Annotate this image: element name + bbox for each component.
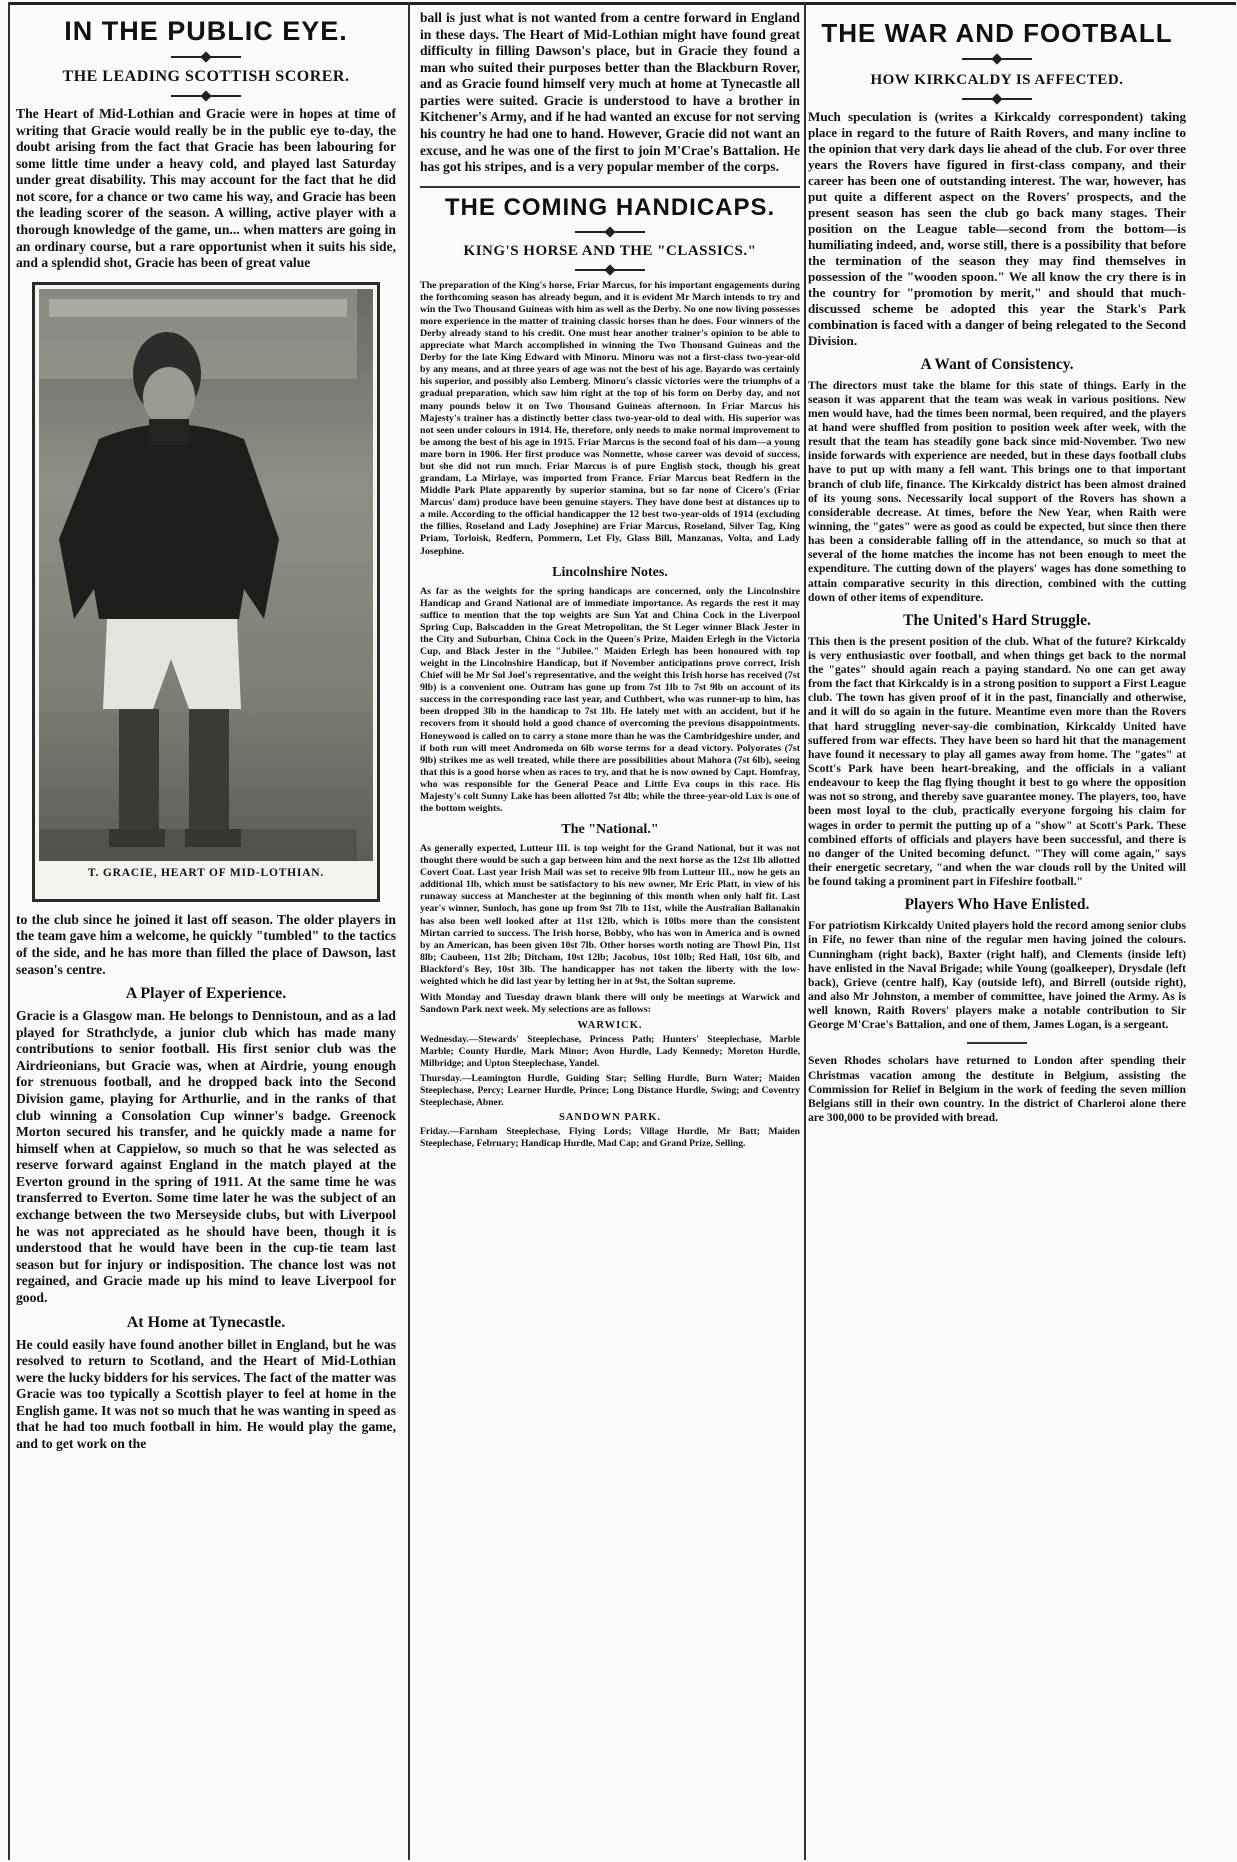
footballer-figure-illustration (39, 289, 357, 861)
ornament-divider (171, 56, 241, 58)
subheadline-kings-horse: KING'S HORSE AND THE "CLASSICS." (463, 242, 757, 259)
selections-list: Friday.—Farnham Steeplechase, Flying Lords; Village Hurdle, Mr Batt; Maiden Steeplechase, February; Handicap Hurdle, Mad Cap; and Grand Prize, Selling. (420, 1126, 800, 1150)
player-photo (32, 282, 380, 902)
crosshead-national: The "National." (561, 822, 659, 838)
headline-coming-handicaps: THE COMING HANDICAPS. (444, 193, 776, 221)
crosshead-lincolnshire: Lincolnshire Notes. (552, 564, 668, 580)
meeting-heading-warwick: WARWICK. (577, 1020, 643, 1032)
meeting-heading-sandown: SANDOWN PARK. (558, 1112, 662, 1124)
article-paragraph: to the club since he joined it last off season. The older players in the team gave him a welcome, he quickly "tumbled" to the tactics of the side, and he has more than filled the place of Dawson, last season's centre. (16, 911, 396, 977)
column-coming-handicaps (420, 10, 800, 1855)
top-rule (8, 2, 1236, 5)
article-paragraph: Seven Rhodes scholars have returned to London after spending their Christmas vacation among the destitute in Belgium, assisting the Commission for Relief in Belgium in the work of feeding the seven million Belgians still in their own country. In the district of Charleroi alone there are 300,000 to be provided with bread. (808, 1054, 1186, 1124)
crosshead-enlisted: Players Who Have Enlisted. (904, 896, 1090, 914)
ornament-divider (962, 98, 1032, 100)
article-paragraph: With Monday and Tuesday drawn blank there will only be meetings at Warwick and Sandown Park next week. My selections are as follows: (420, 992, 800, 1016)
subheadline-kirkcaldy: HOW KIRKCALDY IS AFFECTED. (870, 72, 1124, 88)
column-public-eye (16, 10, 396, 1855)
column-rule-2 (804, 2, 806, 1860)
article-paragraph: Gracie is a Glasgow man. He belongs to Dennistoun, and as a lad played for Strathclyde, a junior club which has made many contributions to senior football. His first senior club was the Airdrieonians, but Gracie was, when at Airdrie, young enough for strenuous football, and he dropped back into the Second Division game, playing for Arthurlie, and in the ranks of that club winning a Consolation Cup winner's badge. Greenock Morton secured his transfer, and he quickly made a name for himself when at Cappielow, so much so that he was selected as reserve forward against England in the match played at the Everton ground in the spring of 1911. At the same time he was transferred to Everton. Some time later he was the subject of an exchange between the two Merseyside clubs, but with Liverpool he was not appreciated as he should have been, though it is understood that he would have been in the cup-tie team last season but for injury or indisposition. The chance lost was not regained, and Gracie made up his mind to leave Liverpool for good. (16, 1008, 396, 1305)
section-rule (420, 186, 800, 188)
photo-image (39, 289, 373, 861)
column-rule-1 (408, 2, 410, 1860)
ornament-divider (575, 269, 645, 271)
article-paragraph: Much speculation is (writes a Kirkcaldy correspondent) taking place in regard to the future of Raith Rovers, and many incline to the opinion that very dark days lie ahead of the club. For over three years the Rovers have figured in first-class company, and their career has been one of outstanding interest. The war, however, has put quite a different aspect on the Rovers' prospects, and the present season has seen the club go back many stages. Their position on the League table—second from the bottom—is humiliating indeed, and, worse still, there is a possibility that before the termination of the season they may find themselves in possession of the "wooden spoon." We all know the cry there is in the country for "promotion by merit," and should that much-discussed scheme be adopted this year the Stark's Park combination is faced with a danger of being relegated to the Second Division. (808, 109, 1186, 348)
subheadline-leading-scorer: THE LEADING SCOTTISH SCORER. (62, 68, 350, 85)
crosshead-consistency: A Want of Consistency. (920, 355, 1074, 373)
ornament-divider (575, 231, 645, 233)
ornament-divider (171, 95, 241, 97)
selections-list: Wednesday.—Stewards' Steeplechase, Princess Path; Hunters' Steeplechase, Marble Marble; County Hurdle, Mark Minor; Avon Hurdle, Lady Kennedy; Moreton Hurdle, Milbridge; and Upton Steeplechase, Yandel. (420, 1034, 800, 1069)
article-paragraph: This then is the present position of the club. What of the future? Kirkcaldy is very enthusiastic over football, and when things get back to the normal the "gates" should again reach a paying standard. No one can get away from the fact that Kirkcaldy is in a strong position to support a First League club. The town has given proof of it in the past, financially and otherwise, and it will do so again in the future. Meantime even more than the Rovers that hard struggling never-say-die combination, Kirkcaldy United have suffered from war effects. They have been so hard hit that the management have found it necessary to play all games away from home. The "gates" at Scott's Park have been heart-breaking, and the officials in a valiant endeavour to keep the flag flying thought it best to go where the opposition was not so strong, and thereby save guarantee money. The players, too, have been most loyal to the club, practically everyone forgoing his claim for wages in order to permit the putting up of a "show" at Scott's Park. These combined efforts of officials and players have been successful, and there is no danger of the United becoming defunct. "They will come again," says their energetic secretary, "and when the war clouds roll by the United will be found taking a prominent part in Fifeshire football." (808, 634, 1186, 889)
article-continuation: ball is just what is not wanted from a centre forward in England in these days. The Heart of Mid-Lothian might have found great difficulty in filling Dawson's place, but in Gracie they found a man who suited their purposes better than the Blackburn Rover, and as Gracie found himself very much at home at Tynecastle all parties were suited. Gracie is understood to have a brother in Kitchener's Army, and if he had wanted an excuse for not serving his country he had one to hand. However, Gracie did not want an excuse, and he was one of the first to join M'Crae's Battalion. He has got his stripes, and is a very popular member of the corps. (420, 10, 800, 175)
ornament-divider (962, 58, 1032, 60)
headline-public-eye: IN THE PUBLIC EYE. (64, 16, 348, 46)
article-paragraph: For patriotism Kirkcaldy United players hold the record among senior clubs in Fife, no fewer than nine of the regular men having joined the colours. Cunningham (right back), Baxter (right half), and Clements (inside left) have enlisted in the Naval Brigade; while Young (goalkeeper), Drysdale (left back), Grieve (centre half), Kay (outside left), and Birrell (outside right), and also Mr Johnston, a member of committee, have joined the Army. As is well known, Raith Rovers' players make a notable contribution to Sir George M'Crae's Battalion, and one of them, James Logan, is a sergeant. (808, 919, 1186, 1032)
headline-war-football: THE WAR AND FOOTBALL (821, 18, 1173, 48)
crosshead-united-struggle: The United's Hard Struggle. (903, 611, 1091, 629)
article-paragraph: The directors must take the blame for this state of things. Early in the season it was apparent that the team was weak in various positions. New men would have, had the times been normal, been required, and the players at hand were shuffled from position to position week after week, with the result that the team has steadily gone back since mid-November. Two new inside forwards with experience are needed, but in these days football clubs have to put up with many a fell want. This brings one to that important branch of club life, finance. The Kirkcaldy district has been almost drained of its young sons. Necessarily local support of the Rovers has shown a considerable decrease. At times, before the New Year, when Raith were winning, the "gates" were as good as could be expected, but since then there has been a considerable falling off in the attendance, so much so that at several of the home matches the income has not been enough to meet the expenditure. The cutting down of the players' wages has done something to attain comparative security in this direction, combined with the cutting down of other items of expenditure. (808, 378, 1186, 604)
crosshead-player-experience: A Player of Experience. (125, 985, 287, 1003)
article-paragraph: As generally expected, Lutteur III. is top weight for the Grand National, but it was not thought there would be such a gap between him and the next horse as the 12st 1lb allotted Covert Coat. Last year Irish Mail was set to receive 9lb from Lutteur III., now he gets an additional 1lb, which must be satisfactory to his new owner, Mr Eric Platt, in view of his runaway success at Manchester at the beginning of this month when only half fit. Last year's winner, Sunloch, has gone up from 9st 7lb to 11st, while the Australian Ballanakin has also been well looked after at 11st 12lb, which is 10lbs more than the consistent Mirtan carried to success. The Irish horse, Bobby, who has won in America and is owned by an American, has been given 10st 7lb. Other horses worth noting are Thowl Pin, 11st 8lb; Caubeen, 11st 2lb; Ditcham, 10st 12lb; Jacobus, 10st 10lb; Red Hall, 10st 6lb, and Blackford's Bey, 10st 3lb. The handicapper has not taken the liberty with the low-weighted which he did last year by letting her in at 9st, the Soltan supreme. (420, 843, 800, 987)
selections-list: Thursday.—Leamington Hurdle, Guiding Star; Selling Hurdle, Burn Water; Maiden Steeplechase, Percy; Learner Hurdle, Prince; Long Distance Hurdle, Swing; and Coventry Steeplechase, Abner. (420, 1073, 800, 1108)
article-paragraph: As far as the weights for the spring handicaps are concerned, only the Lincolnshire Handicap and Grand National are of immediate importance. As regards the rest it may suffice to mention that the top weights are Sun Yat and China Cock in the Liverpool Spring Cup, Balscadden in the Great Metropolitan, the St Leger winner Black Jester in the City and Suburban, China Cock in the Queen's Prize, Maiden Erlegh in the Victoria Cup, and Black Jester in the "Jubilee." Maiden Erlegh has been honoured with top weight in the Lincolnshire Handicap, but if November anticipations prove correct, Irish Chief will be Mr Sol Joel's representative, and the weight this Irish horse has received (7st 9lb) is a convenient one. Outram has gone up from 7st 1lb to 7st 9lb on account of its success in the corresponding race last year, and Cuthbert, who was runner-up to him, has been dropped 3lb in the handicap to 7st 1lb. He lately met with an accident, but if he recovers from it should hold a good chance of overcoming the previous disappointments. Honeywood is called on to carry a stone more than he was the Cambridgeshire under, and if both run will meet Andromeda on 6lb worse terms for a dead victory. Polyorates (7st 9lb) strikes me as well treated, while there are possibilities about Mahora (7st 6lb), seeing that this is a good horse when as races to try, and that he is now owned by Capt. Homfray, who was responsible for the General Peace and Little Eva coups in this race. His Majesty's colt Sunny Lake has been allotted 7st 4lb; while the three-year-old Lux is one of the bottom weights. (420, 585, 800, 814)
article-paragraph: The preparation of the King's horse, Friar Marcus, for his important engagements during the forthcoming season has already begun, and it is evident Mr March intends to try and win the Two Thousand Guineas with him as well as the Derby. No one now living possesses more experience in the matter of training classic horses than he does. Four winners of the Derby already stand to his credit. One must hear another trainer's opinion to be able to appreciate what March accomplished in winning the Two Thousand Guineas and the Derby for the late King Edward with Minoru. Minoru was not a first-class two-year-old by any means, and at three years of age was not the best of his age. Bayardo was certainly his superior, and possibly also Lemberg. Minoru's classic victories were the triumphs of a gradual preparation, which saw him right at the top of his form on Derby day, and not many pounds below it on Two Thousand Guineas afternoon. In Friar Marcus his Majesty's trainer has a distinctly better class two-year-old to deal with. His superior was not seen under colours in 1914. He, therefore, only needs to make normal improvement to be among the best of his age in 1915. Friar Marcus is the second foal of his dam—a young mare born in 1906. Her first produce was Nonnette, whose career was devoid of success, but she did not run much. Friar Marcus is of pure English stock, though his great grandam, La Mirlaye, was imported from France. Friar Marcus beat Redfern in the Middle Park Plate apparently by superior stamina, but so far none of Cicero's (Friar Marcus' dam) produce have been genuine stayers. They have done best at distances up to a mile. According to the official handicapper the 12 best two-year-olds of 1914 (excluding the fillies, Roseland and Lady Josephine) are Friar Marcus, Roseland, Silver Tag, King Priam, Torloisk, Redfern, Pommern, Let Fly, Glass Bill, Manzanas, Volta, and Lady Josephine. (420, 279, 800, 557)
photo-caption: T. GRACIE, HEART OF MID-LOTHIAN. (87, 866, 325, 879)
column-rule-left (8, 2, 10, 1860)
article-paragraph: He could easily have found another billet in England, but he was resolved to return to Scotland, and the Heart of Mid-Lothian were the lucky bidders for his services. The fact of the matter was Gracie was too typically a Scottish player to feel at home in the English game. It was not so much that he was wanting in speed as that he had too much football in him. He would play the game, and to get work on the (16, 1336, 396, 1451)
crosshead-tynecastle: At Home at Tynecastle. (126, 1313, 286, 1331)
section-rule (967, 1042, 1027, 1044)
article-paragraph: The Heart of Mid-Lothian and Gracie were in hopes at time of writing that Gracie would really be in the public eye to-day, the doubt arising from the fact that Gracie has been labouring for some little time under a heavy cold, and played last Saturday under great disability. This may account for the fact that he did not score, for a chance or two came his way, and Gracie has been the leading scorer of the season. A willing, active player with a thorough knowledge of the game, un... when matters are going in an ordinary course, but a rare opportunist when it suits his side, and a splendid shot, Gracie has been of great value (16, 106, 396, 271)
column-war-football (808, 10, 1186, 1855)
